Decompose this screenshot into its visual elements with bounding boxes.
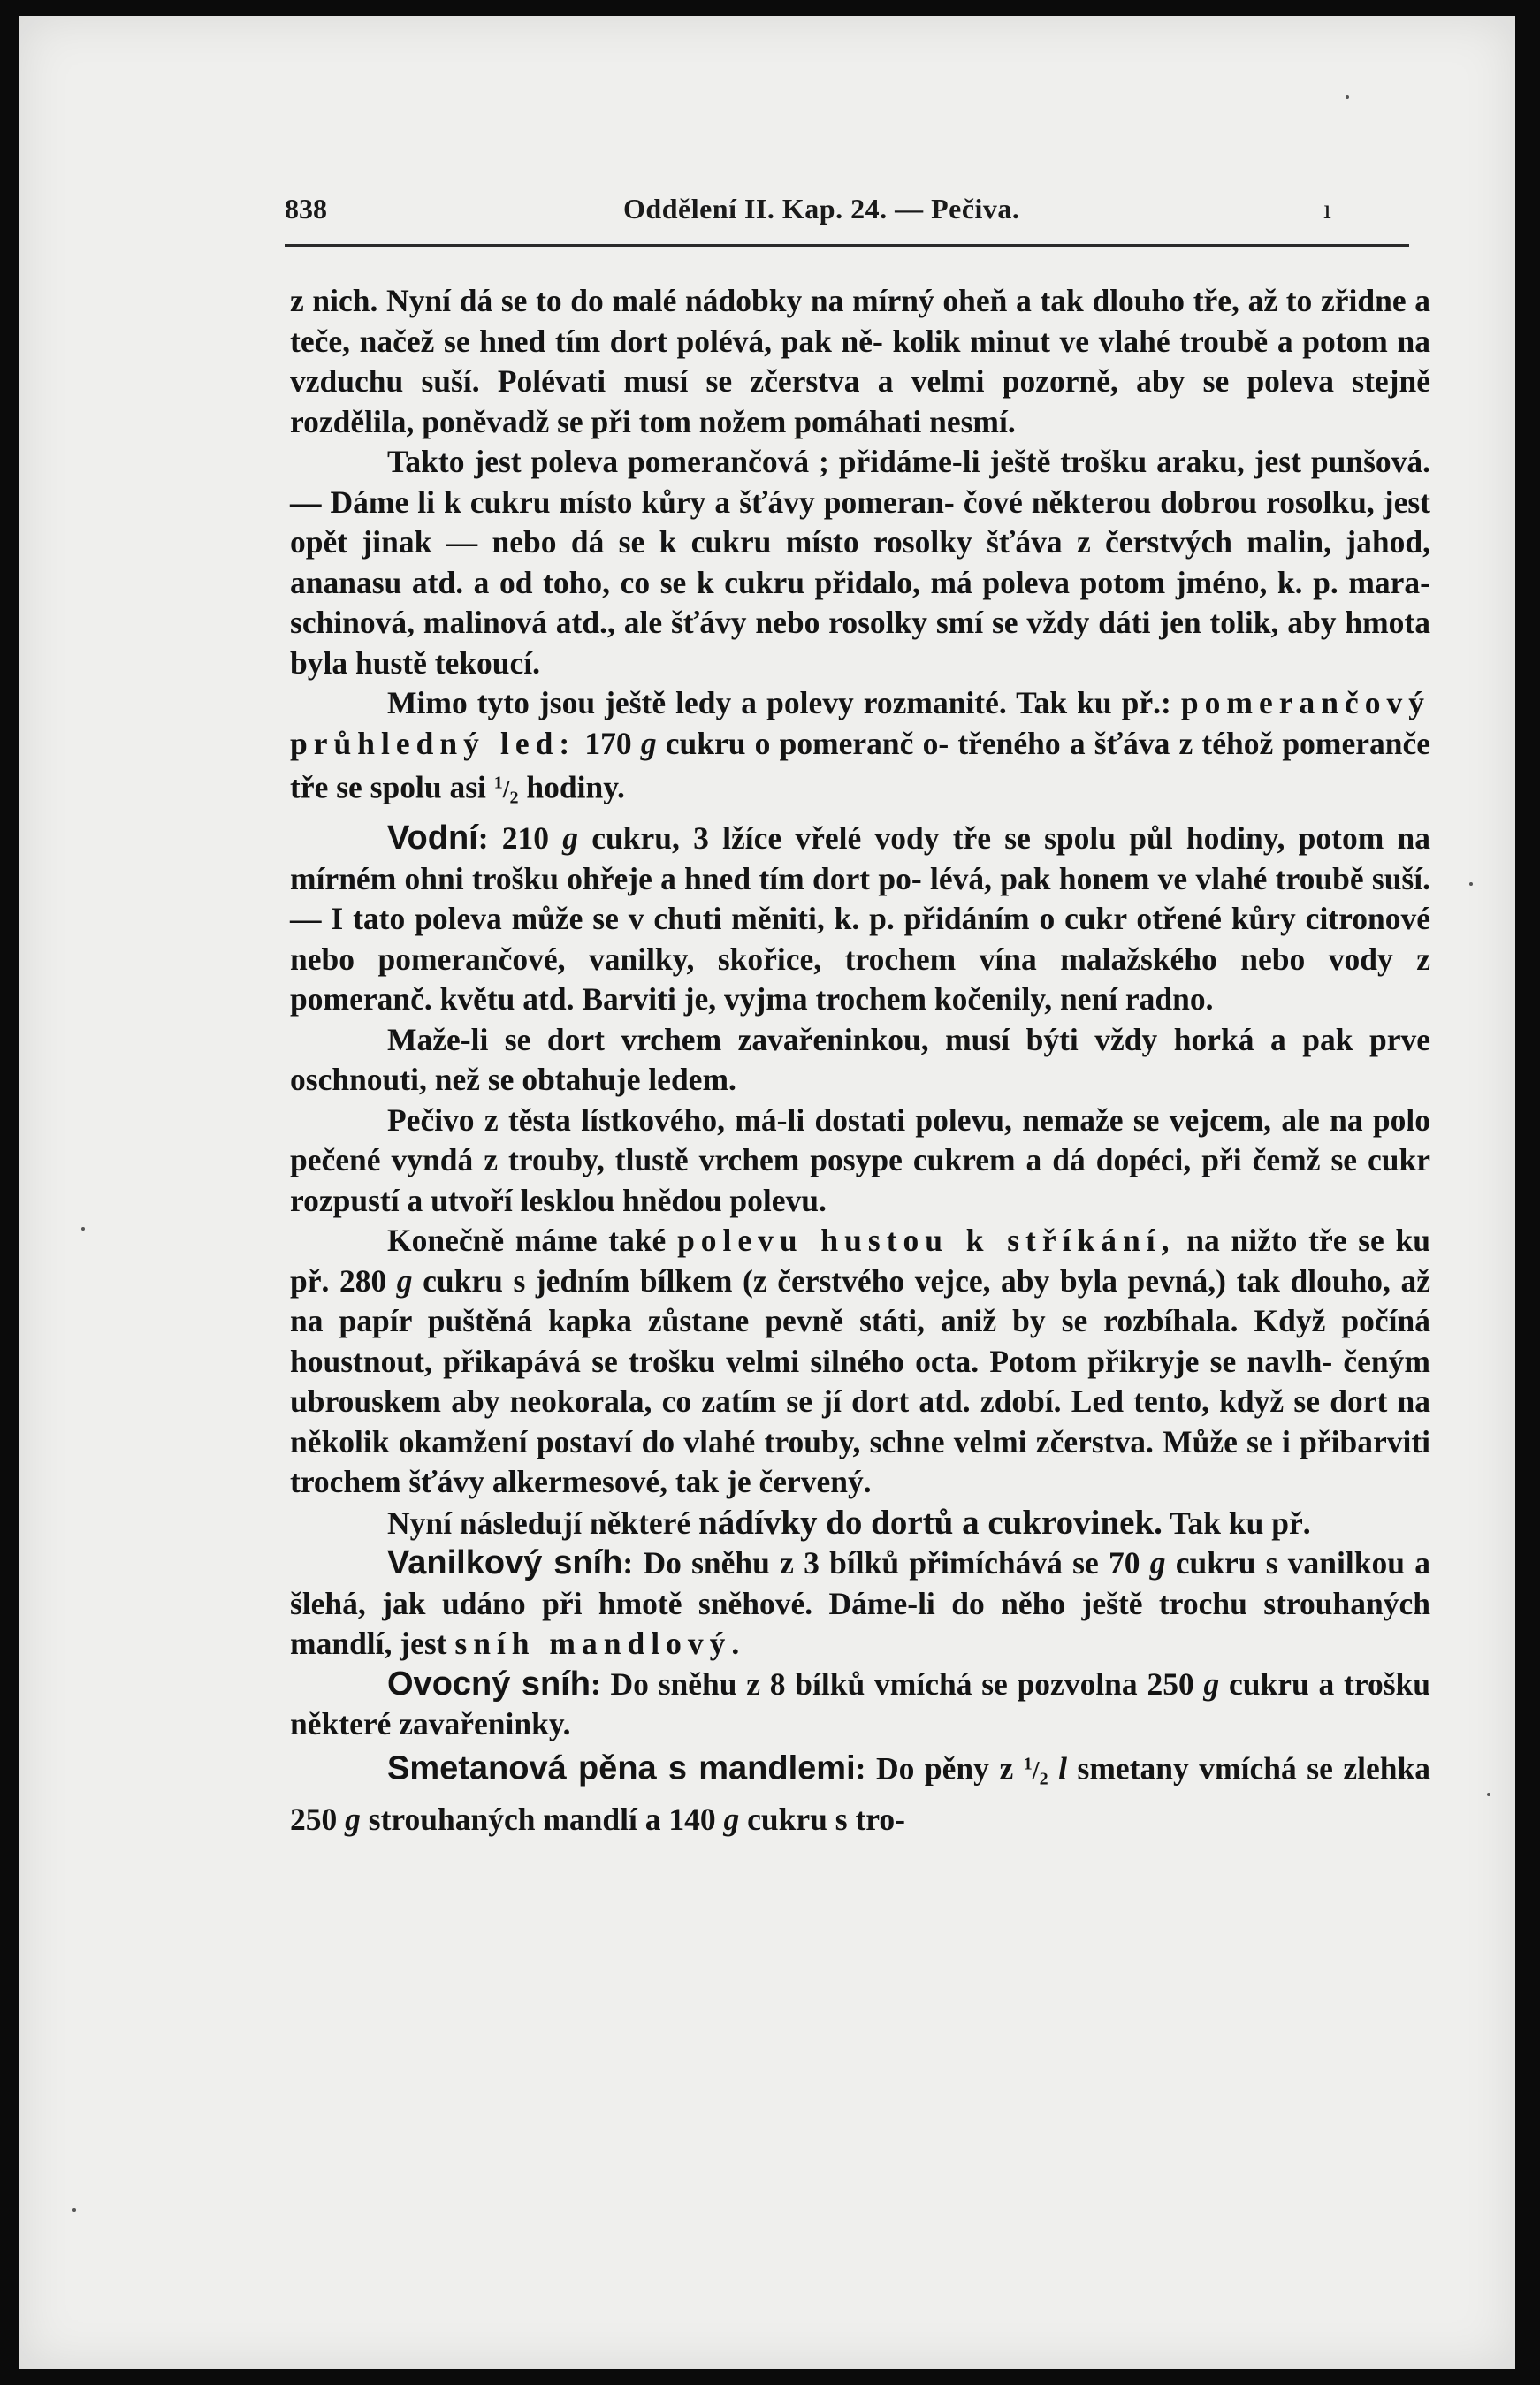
recipe-term: polevu hustou k stříkání, [677, 1223, 1176, 1259]
fraction-numerator: 1 [1023, 1754, 1033, 1774]
text-line: cukru s vanilkou a šlehá, jak udáno při hmotě sněhové. Dáme-li [290, 1545, 1431, 1621]
text-fragment: : Do sněhu z 3 bílků přimíchává se 70 [622, 1545, 1150, 1581]
text-fragment: hodiny. [518, 769, 625, 805]
paragraph [290, 1665, 1430, 1745]
recipe-heading: Vanilkový sníh [387, 1544, 623, 1582]
text-fragment: cukru o pomeranč o- [656, 725, 949, 761]
text-line: hnědou polevu. [622, 1182, 827, 1218]
paragraph [290, 683, 1430, 819]
text-line: zůstane pevně státi, aniž by se rozbíhala. Když počíná houstnout, [290, 1303, 1431, 1379]
text-line: hodiny, potom na mírném ohni trošku ohřeje a hned tím dort po- [290, 820, 1430, 896]
text-line: v chuti měniti, k. p. přidáním o cukr otřené kůry citronové nebo [290, 901, 1430, 977]
fraction-half: $^1/_2$ [493, 773, 519, 808]
text-line: Maže-li se dort vrchem zavařeninkou, musí býti vždy horká [387, 1021, 1254, 1057]
unit-gram: g [640, 725, 657, 761]
recipe-heading: Vodní [387, 819, 478, 857]
text-line: Pečivo z těsta lístkového, má-li dostati polevu, nemaže se [387, 1101, 1160, 1138]
text-line: Led tento, když se dort na několik okamžení postaví do vlahé [290, 1383, 1431, 1459]
recipe-term: sníh mandlový. [454, 1626, 746, 1662]
scan-speck [72, 2208, 76, 2212]
page-header [285, 193, 1407, 246]
text-fragment: cukru, 3 lžíce vřelé vody tře se spolu půl [578, 820, 1173, 857]
unit-gram: g [345, 1802, 361, 1838]
paragraph [290, 1745, 1430, 1840]
text-fragment: 170 [576, 725, 641, 761]
text-line: schinová, malinová atd., ale šťávy nebo rosolky smí se vždy dáti [290, 605, 1151, 640]
text-fragment: smetany [1066, 1750, 1189, 1787]
text-line: čeným ubrouskem aby neokorala, co zatím se jí dort atd. zdobí. [290, 1343, 1431, 1420]
scan-speck [1346, 95, 1349, 99]
text-fragment: cukru a trošku některé zavařeninky. [290, 1665, 1431, 1742]
text-line: alkermesové, tak je červený. [492, 1464, 872, 1500]
paragraph [290, 281, 1430, 442]
paragraph [290, 819, 1430, 1020]
paragraph [290, 1221, 1430, 1503]
paragraph [290, 442, 1430, 683]
text-fragment: cukru s tro- [739, 1802, 905, 1838]
text-line: musí se zčerstva a velmi pozorně, aby se poleva stejně rozdělila, [290, 363, 1431, 439]
text-line: Takto jest poleva pomerančová ; přidáme-li ještě trošku araku, [387, 444, 1245, 479]
text-fragment: Nyní následují některé [387, 1505, 699, 1541]
section-term: nádívky do dortů a cukrovinek. [698, 1503, 1163, 1542]
text-fragment: : Do sněhu z 8 bílků vmíchá se pozvolna [590, 1665, 1138, 1702]
text-fragment: strouhaných mandlí a 140 [360, 1802, 724, 1838]
text-line: lévá, pak honem ve vlahé troubě suší. — I tato poleva může se [290, 860, 1430, 937]
text-line: vejcem, ale na polo pečené vyndá z trouby, tlustě vrchem posype [290, 1101, 1430, 1178]
text-fragment: nižto tře se ku př. 280 [290, 1223, 1431, 1299]
text-line: z nich. Nyní dá se to do malé nádobky na mírný oheň a tak dlouho [290, 283, 1185, 318]
scan-speck [81, 1227, 85, 1231]
text-line: kolik minut ve vlahé troubě a potom na vzduchu suší. Polévati [290, 323, 1430, 399]
unit-gram: g [1203, 1665, 1220, 1702]
scan-speck [1487, 1793, 1490, 1796]
text-line: z pomeranč. květu atd. Barviti je, vyjma trochem kočenily, není radno. [290, 941, 1431, 1017]
text-line: jen tolik, aby hmota byla hustě tekoucí. [290, 605, 1430, 681]
fraction-numerator: 1 [493, 773, 503, 793]
text-line: přikapává se trošku velmi silného octa. Potom přikryje se navlh- [443, 1343, 1333, 1379]
text-line: a pak prve oschnouti, než se obtahuje ledem. [290, 1021, 1430, 1098]
text-fragment: do něho ještě trochu strouhaných mandlí, jest [290, 1585, 1431, 1662]
unit-gram: g [396, 1262, 413, 1299]
paragraph [290, 1020, 1430, 1101]
text-line: cukrem a dá dopéci, při čemž se cukr rozpustí a utvoří lesklou [290, 1142, 1431, 1218]
text-fragment: : 210 [477, 820, 563, 857]
text-line: vejce, aby byla pevná,) tak dlouho, až na papír puštěná kapka [290, 1262, 1431, 1339]
text-fragment: : Do pěny z [855, 1750, 1024, 1787]
scan-speck [1469, 882, 1473, 886]
recipe-heading: Smetanová pěna s mandlemi [387, 1749, 856, 1787]
fraction-half: $^1/_2$ [1023, 1754, 1048, 1789]
text-line: místo rosolky šťáva z čerstvých malin, jahod, ananasu atd. a od [290, 524, 1430, 600]
recipe-term: pomerančový průhledný led: [290, 685, 1431, 761]
text-fragment: třeného a šťáva z téhož pomeranče tře se spolu asi [290, 725, 1431, 805]
unit-gram: g [723, 1802, 740, 1838]
book-page [19, 16, 1515, 2369]
text-fragment: Konečně máme také [387, 1223, 678, 1259]
text-line: Mimo tyto jsou ještě ledy a polevy rozmanité. Tak ku př.: [387, 685, 1171, 720]
text-fragment: vmíchá se zlehka 250 [290, 1750, 1431, 1838]
text-line: toho, co se k cukru přidalo, má poleva potom jméno, k. p. mara- [543, 564, 1430, 600]
body-text [290, 281, 1430, 1840]
unit-gram: g [562, 820, 579, 857]
header-rule [285, 244, 1409, 247]
paragraph [290, 1543, 1430, 1665]
text-line: tře, až to zřidne a teče, načež se hned tím dort polévá, pak ně- [290, 283, 1430, 359]
paragraph [290, 1503, 1430, 1544]
text-fragment: na [1175, 1223, 1220, 1259]
running-title: Oddělení II. Kap. 24. — Pečiva. [623, 193, 1020, 225]
text-line: čové některou dobrou rosolku, jest opět jinak — nebo dá se k cukru [290, 484, 1431, 560]
text-line: poněvadž se při tom nožem pomáhati nesmí. [422, 403, 1016, 439]
paragraph [290, 1101, 1430, 1222]
unit-gram: g [1149, 1545, 1166, 1581]
text-line: Tak ku př. [1170, 1505, 1311, 1541]
text-line: pomerančové, vanilky, skořice, trochem vína malažského nebo vody [377, 941, 1393, 977]
text-fragment: cukru s jedním bílkem (z čerstvého [412, 1262, 905, 1299]
fraction-denominator: 2 [509, 788, 519, 808]
recipe-heading: Ovocný sníh [387, 1665, 591, 1703]
text-line: jest punšová. — Dáme li k cukru místo kůry a šťávy pomeran- [290, 444, 1431, 520]
text-fragment: 250 [1147, 1665, 1204, 1702]
page-number: 838 [285, 193, 327, 225]
unit-liter: l [1058, 1750, 1067, 1787]
text-line: trouby, schne velmi zčerstva. Může se i přibarviti trochem šťávy [290, 1423, 1431, 1500]
header-mark: ı [1323, 193, 1331, 225]
fraction-denominator: 2 [1039, 1769, 1048, 1789]
